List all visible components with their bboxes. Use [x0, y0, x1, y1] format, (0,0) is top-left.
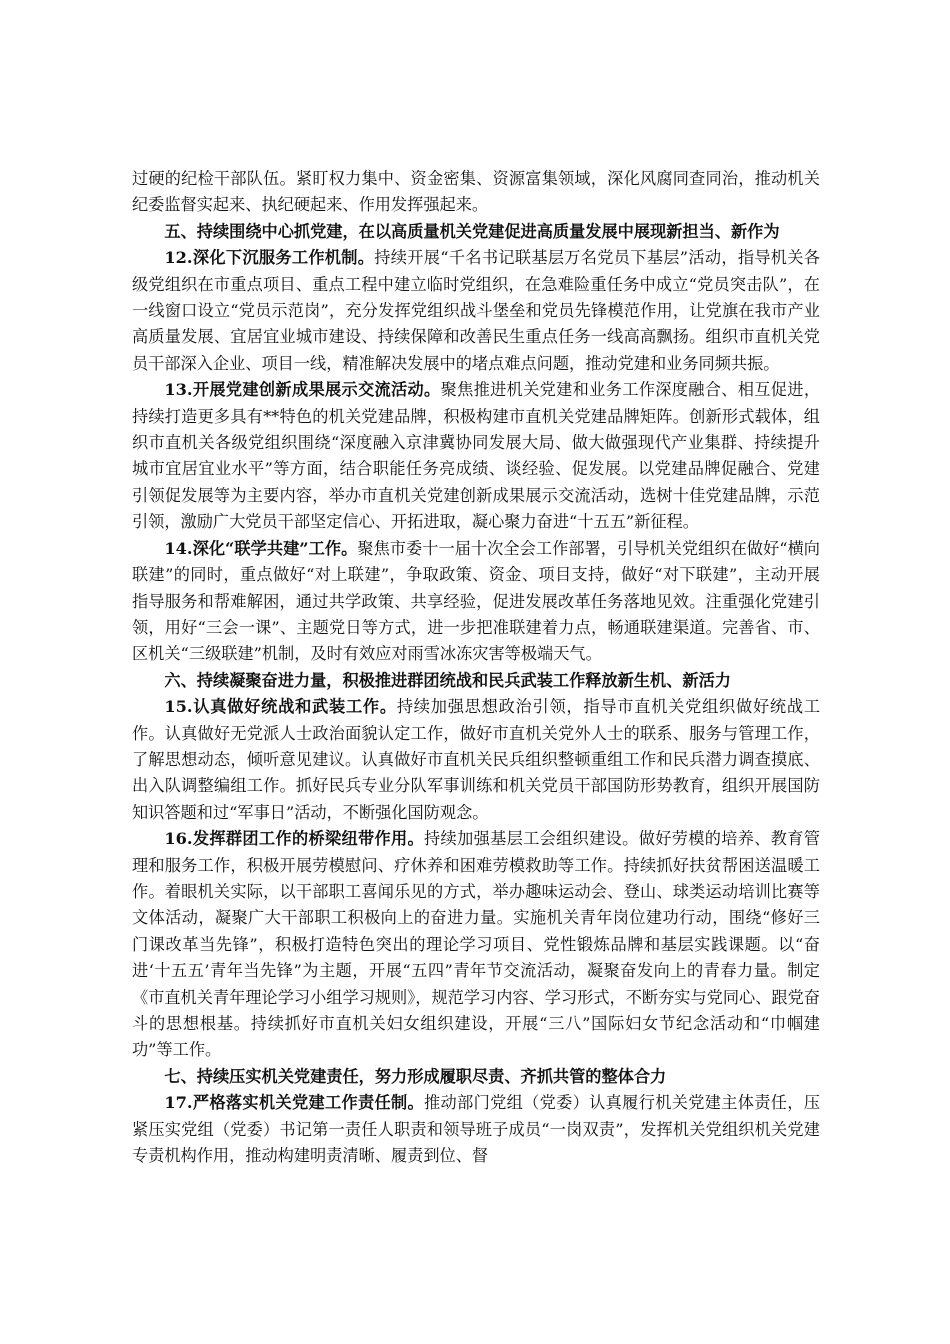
section-heading-7: 七、持续压实机关党建责任，努力形成履职尽责、齐抓共管的整体合力 — [164, 1066, 667, 1086]
item-title: 14.深化“联学共建”工作。 — [164, 538, 358, 558]
item-title: 13.开展党建创新成果展示交流活动。 — [164, 380, 441, 400]
item-title: 16.发挥群团工作的桥梁纽带作用。 — [164, 829, 425, 849]
item-paragraph-15 — [132, 694, 820, 826]
item-text: 持续开展“千名书记联基层万名党员下基层”活动，指导机关各级党组织在市重点项目、重点工程中建立临时党组织，在急难险重任务中成立“党员突击队”，在一线窗口设立“党员示范岗”，充分发挥党组织战斗堡垒和党员先锋模范作用，让党旗在我市产业高质量发展、宜居宜业城市建设、持续保障和改善民生重点任务一线高高飘扬。组织市直机关党员干部深入企业、项目一线，精准解决发展中的堵点难点问题，推动党建和业务同频共振。 — [132, 248, 820, 373]
document-page — [132, 166, 820, 1169]
item-title: 15.认真做好统战和武装工作。 — [164, 697, 397, 717]
item-text: 推动部门党组（党委）认真履行机关党建主体责任，压紧压实党组（党委）书记第一责任人职责和领导班子成员“一岗双责”，发挥机关党组织机关党建专责机构作用，推动构建明责清晰、履责到位、督 — [132, 1093, 820, 1166]
item-title: 12.深化下沉服务工作机制。 — [164, 248, 375, 268]
item-text: 持续加强思想政治引领，指导市直机关党组织做好统战工作。认真做好无党派人士政治面貌认定工作，做好市直机关党外人士的联系、服务与管理工作，了解思想动态，倾听意见建议。认真做好市直机关民兵组织整顿重组工作和民兵潜力调查摸底、出入队调整编组工作。抓好民兵专业分队军事训练和机关党员干部国防形势教育，组织开展国防知识答题和过“军事日”活动，不断强化国防观念。 — [132, 697, 821, 822]
paragraph-text: 过硬的纪检干部队伍。紧盯权力集中、资金密集、资源富集领域，深化风腐同查同治，推动机关纪委监督实起来、执纪硬起来、作用发挥强起来。 — [132, 169, 820, 215]
item-paragraph-14 — [132, 536, 820, 668]
item-paragraph-17 — [132, 1090, 820, 1169]
paragraph-continuation — [132, 166, 820, 219]
item-paragraph-13 — [132, 377, 820, 535]
item-text: 持续加强基层工会组织建设。做好劳模的培养、教育管理和服务工作，积极开展劳模慰问、疗休养和困难劳模救助等工作。持续抓好扶贫帮困送温暖工作。着眼机关实际，以干部职工喜闻乐见的方式，举办趣味运动会、登山、球类运动培训比赛等文体活动，凝聚广大干部职工积极向上的奋进力量。实施机关青年岗位建功行动，围绕“修好三门课改革当先锋”，积极打造特色突出的理论学习项目、党性锻炼品牌和基层实践课题。以“奋进‘十五五’青年当先锋”为主题，开展“五四”青年节交流活动，凝聚奋发向上的青春力量。制定《市直机关青年理论学习小组学习规则》，规范学习内容、学习形式，不断夯实与党同心、跟党奋斗的思想根基。持续抓好市直机关妇女组织建设，开展“三八”国际妇女节纪念活动和“巾帼建功”等工作。 — [132, 829, 820, 1060]
section-heading-6: 六、持续凝聚奋进力量，积极推进群团统战和民兵武装工作释放新生机、新活力 — [164, 670, 731, 690]
item-paragraph-12 — [132, 245, 820, 377]
item-paragraph-16 — [132, 826, 820, 1064]
item-title: 17.严格落实机关党建工作责任制。 — [164, 1093, 425, 1113]
section-heading-5: 五、持续围绕中心抓党建，在以高质量机关党建促进高质量发展中展现新担当、新作为 — [164, 221, 780, 241]
item-text: 聚焦市委十一届十次全会工作部署，引导机关党组织在做好“横向联建”的同时，重点做好“对上联建”，争取政策、资金、项目支持，做好“对下联建”，主动开展指导服务和帮难解困，通过共学政策、共享经验，促进发展改革任务落地见效。注重强化党建引领，用好“三会一课”、主题党日等方式，进一步把准联建着力点，畅通联建渠道。完善省、市、区机关“三级联建”机制，及时有效应对雨雪冰冻灾害等极端天气。 — [132, 538, 820, 664]
item-text: 聚焦推进机关党建和业务工作深度融合、相互促进，持续打造更多具有**特色的机关党建品牌，积极构建市直机关党建品牌矩阵。创新形式载体，组织市直机关各级党组织围绕“深度融入京津冀协同发展大局、做大做强现代产业集群、持续提升城市宜居宜业水平”等方面，结合职能任务亮成绩、谈经验、促发展。以党建品牌促融合、党建引领促发展等为主要内容，举办市直机关党建创新成果展示交流活动，选树十佳党建品牌，示范引领，激励广大党员干部坚定信心、开拓进取，凝心聚力奋进“十五五”新征程。 — [132, 380, 821, 532]
